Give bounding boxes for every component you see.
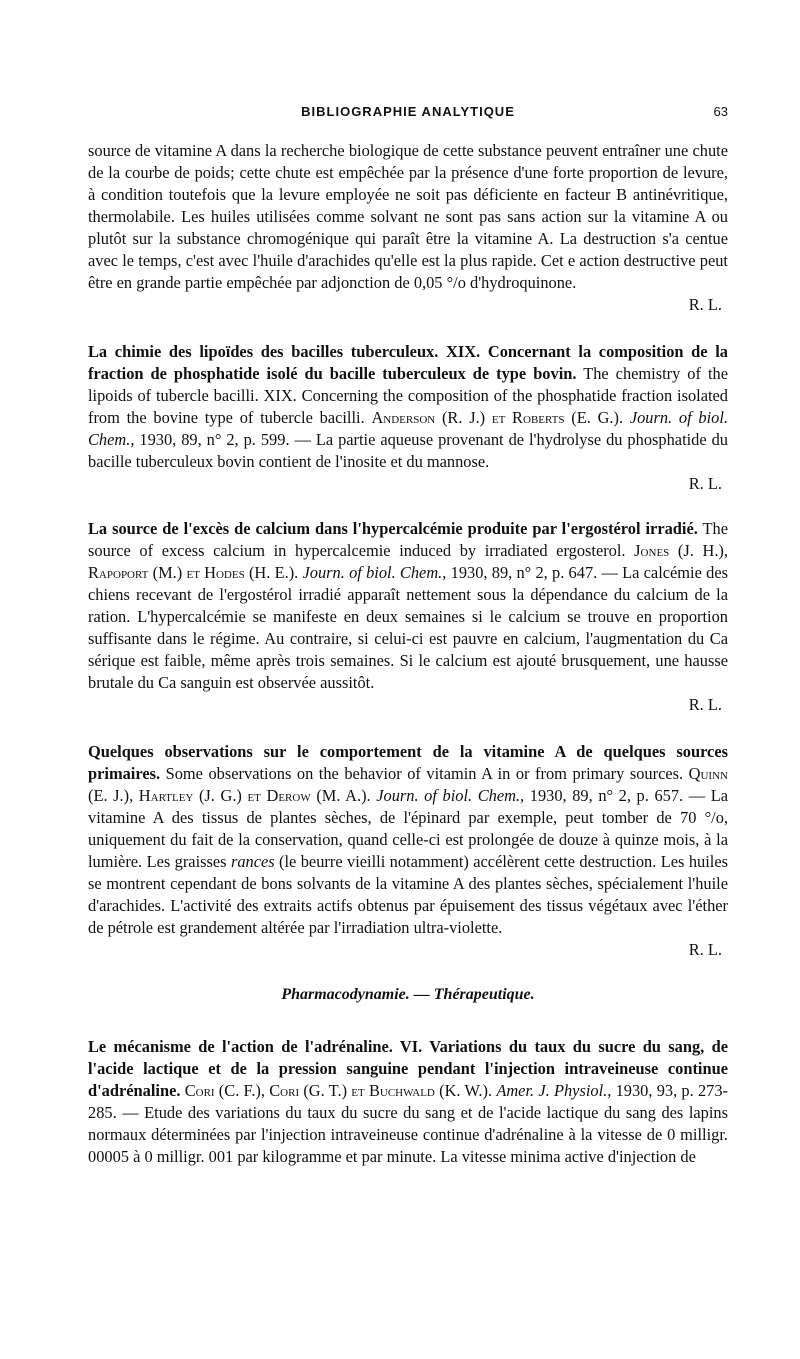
intro-paragraph [88, 140, 728, 294]
article-2-title: La source de l'excès de calcium dans l'hypercalcémie produite par l'ergostérol irradié. [88, 519, 698, 538]
article-2-signature: R. L. [688, 695, 722, 714]
article-4-journal: Amer. J. Physiol., [496, 1081, 612, 1100]
article-2-english-title: The source of excess calcium in hypercalcemie induced by irradiated ergosterol. [88, 519, 728, 560]
article-3-reference-part-2: (le beurre vieilli notamment) accélèrent cette destruction. Les huiles se montrent cependant de bons solvants de la vitamine A des plantes sèches, spécialement l'huile d'arachides. L'activité des extraits actifs obtenus par épuisement des tissus végétaux avec l'éther de pétrole est grandement altérée par l'irradiation ultra-violette. [88, 852, 728, 937]
article-3-authors: Quinn (E. J.), Hartley (J. G.) et Derow (M. A.). [88, 764, 728, 805]
article-3-title: Quelques observations sur le comportement de la vitamine A de quelques sources primaires. [88, 742, 728, 783]
article-2-reference: 1930, 89, n° 2, p. 647. — La calcémie des chiens recevant de l'ergostérol irradié apparaît nettement sous la dépendance du calcium de la ration. L'hypercalcémie se manifeste en deux semaines si le calcium se trouve en proportion suffisante dans le régime. Au contraire, si celui-ci est pauvre en calcium, l'augmentation du Ca sérique est faible, même après trois semaines. Si le calcium est ajouté brusquement, une hausse brutale du Ca sanguin est observée aussitôt. [88, 563, 728, 692]
article-4-title: Le mécanisme de l'action de l'adrénaline. VI. Variations du taux du sucre du sang, de l'acide lactique et de la pression sanguine pendant l'injection intraveineuse continue d'adrénaline. [88, 1037, 728, 1100]
article-3-english-title: Some observations on the behavior of vitamin A in or from primary sources. [165, 764, 684, 783]
intro-text: source de vitamine A dans la recherche biologique de cette substance peuvent entraîner une chute de la courbe de poids; cette chute est empêchée par la présence d'une forte proportion de levure, à condition toutefois que la levure employée ne soit pas déficiente en facteur B antinévritique, thermolabile. Les huiles utilisées comme solvant ne sont pas sans action sur la vitamine A ou plutôt sur la substance chromogénique qui paraît être la vitamine A. La destruction s'a centue avec le temps, c'est avec l'huile d'arachides qu'elle est la plus rapide. Cet e action destructive peut être en grande partie empêchée par adjonction de 0,05 °/o d'hydroquinone. [88, 141, 728, 292]
article-3-journal: Journ. of biol. Chem., [376, 786, 525, 805]
page-header [88, 104, 728, 124]
section-heading: Pharmacodynamie. — Thérapeutique. [281, 986, 535, 1003]
article-4-authors: Cori (C. F.), Cori (G. T.) et Buchwald (K. W.). [184, 1081, 493, 1100]
page-body [88, 140, 728, 1168]
article-1-journal: Journ. of biol. Chem., [88, 408, 728, 449]
article-1-signature: R. L. [688, 474, 722, 493]
intro-signature: R. L. [688, 295, 722, 314]
article-1-title: La chimie des lipoïdes des bacilles tuberculeux. XIX. Concernant la composition de la fraction de phosphatide isolé du bacille tuberculeux de type bovin. [88, 342, 728, 383]
article-1-reference: 1930, 89, n° 2, p. 599. — La partie aqueuse provenant de l'hydrolyse du phosphatide du bacille tuberculeux bovin contient de l'inosite et du mannose. [88, 430, 728, 471]
article-4-reference: 1930, 93, p. 273-285. — Etude des variations du taux du sucre du sang et de l'acide lactique du sang des lapins normaux déterminées par l'injection intraveineuse continue d'adrénaline à la vitesse de 0 milligr. 00005 à 0 milligr. 001 par kilogramme et par minute. La vitesse minima active d'injection de [88, 1081, 729, 1166]
article-4 [88, 1036, 728, 1168]
article-3-rances: rances [230, 852, 275, 871]
article-3 [88, 741, 728, 939]
article-3-reference-part-1: 1930, 89, n° 2, p. 657. — La vitamine A des tissus de plantes sèches, de l'épinard par exemple, peut tomber de 70 °/o, uniquement du fait de la conservation, quand celle-ci est prolongée de douze à quinze mois, à la lumière. Les graisses [88, 786, 729, 871]
article-2-journal: Journ. of biol. Chem., [302, 563, 447, 582]
article-2 [88, 518, 728, 694]
article-1-english-title: The chemistry of the lipoids of tubercle bacilli. XIX. Concerning the composition of the phosphatide fraction isolated from the bovine type of tubercle bacilli. [88, 364, 728, 427]
page-number: 63 [713, 104, 728, 119]
article-1-authors: Anderson (R. J.) et Roberts (E. G.). [371, 408, 624, 427]
article-2-authors: Jones (J. H.), Rapoport (M.) et Hodes (H. E.). [88, 541, 728, 582]
article-3-signature: R. L. [688, 940, 722, 959]
article-1 [88, 341, 728, 473]
running-title: BIBLIOGRAPHIE ANALYTIQUE [301, 104, 515, 119]
